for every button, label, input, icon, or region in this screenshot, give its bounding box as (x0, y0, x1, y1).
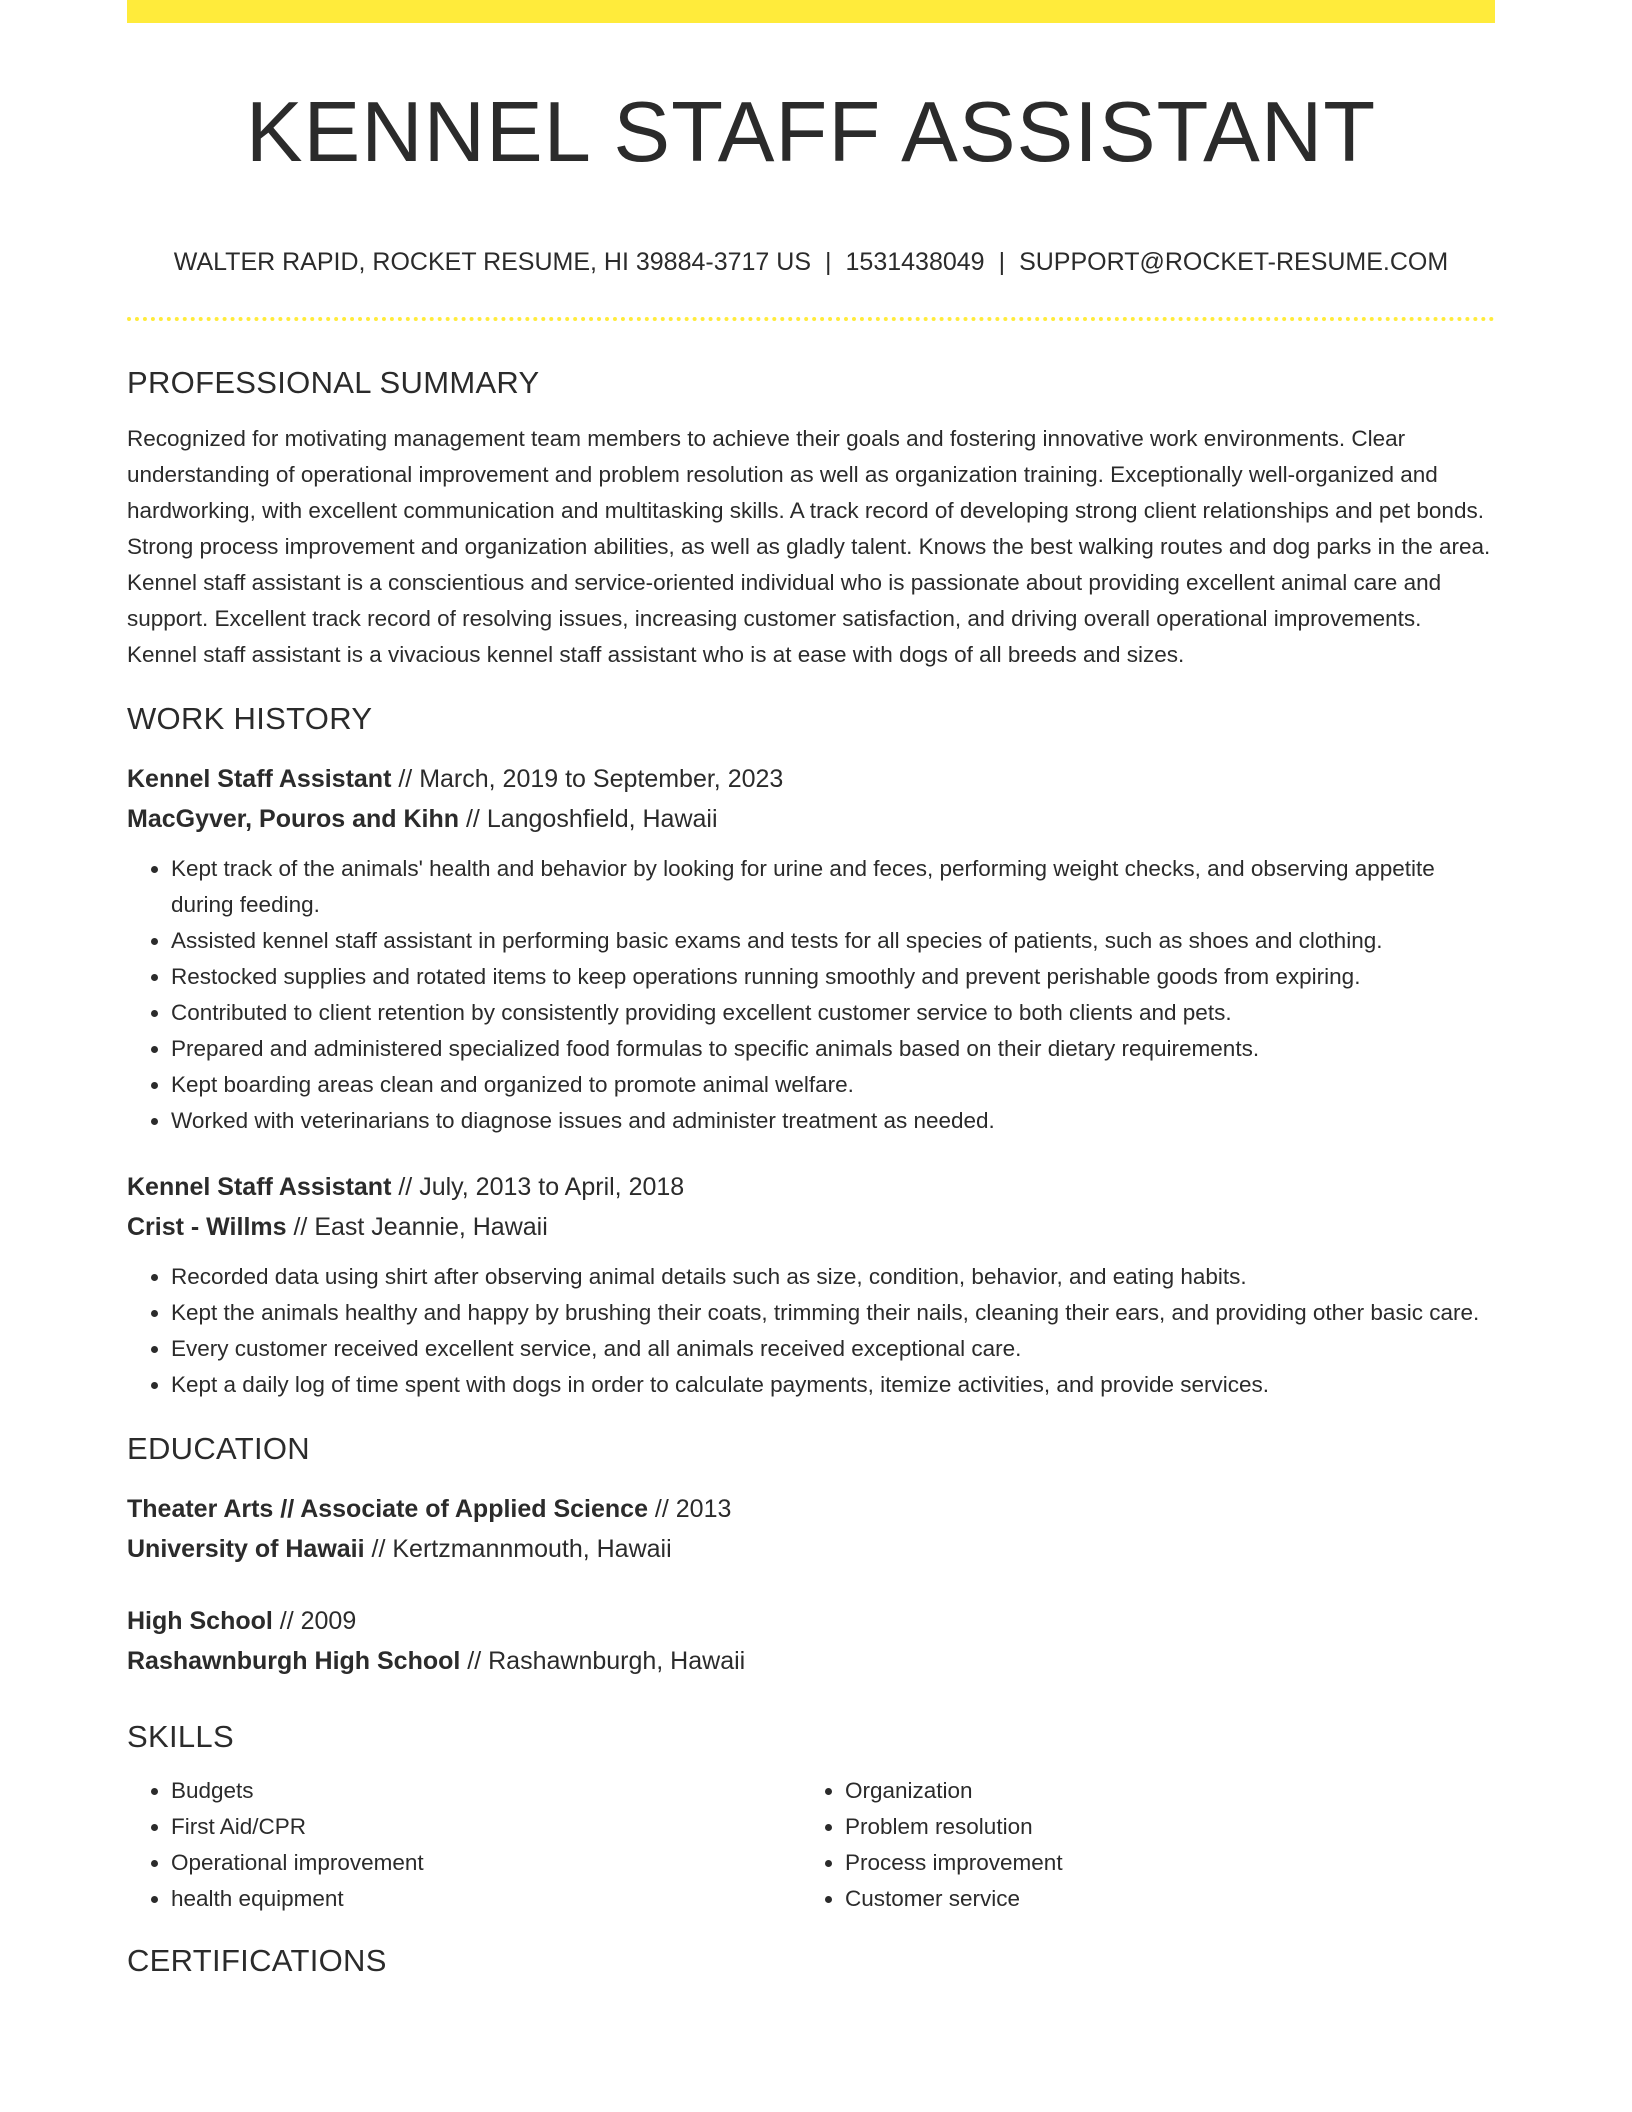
job-location: // Langoshfield, Hawaii (459, 805, 718, 833)
job-bullets (127, 851, 1495, 1139)
skill-item: • Budgets (171, 1773, 801, 1809)
job-dates: // July, 2013 to April, 2018 (391, 1173, 685, 1201)
accent-top-bar (127, 0, 1495, 23)
job-title: Kennel Staff Assistant (127, 1173, 392, 1201)
education-heading: EDUCATION (127, 1431, 310, 1466)
list-item: • Every customer received excellent service, and all animals received exceptional care. (171, 1331, 1495, 1367)
job-dates: // March, 2019 to September, 2023 (391, 765, 784, 793)
list-item: • Restocked supplies and rotated items to keep operations running smoothly and prevent perishable goods from expiring. (171, 959, 1495, 995)
education-entry (127, 1489, 1495, 1569)
skill-item: • Problem resolution (845, 1809, 1475, 1845)
job-company-line (127, 1207, 1495, 1247)
education-school-line (127, 1529, 1495, 1569)
job-entry (127, 1167, 1495, 1403)
list-item: • Worked with veterinarians to diagnose issues and administer treatment as needed. (171, 1103, 1495, 1139)
certifications-heading: CERTIFICATIONS (127, 1943, 387, 1978)
page-title: KENNEL STAFF ASSISTANT (245, 85, 1377, 180)
job-title-line (127, 759, 1495, 799)
contact-separator: | (998, 248, 1006, 276)
education-degree: High School (127, 1607, 273, 1635)
skills-list-left (127, 1773, 801, 1917)
dotted-divider (127, 317, 1495, 321)
summary-text: Recognized for motivating management team members to achieve their goals and fostering innovative work environments. Clear understanding of operational improvement and problem resolution as well as organization training. Exceptionally well-organized and hardworking, with excellent communication and multitasking skills. A track record of developing strong client relationships and pet bonds. Strong process improvement and organization abilities, as well as gladly talent. Knows the best walking routes and dog parks in the area. Kennel staff assistant is a conscientious and service-oriented individual who is passionate about providing excellent animal care and support. Excellent track record of resolving issues, increasing customer satisfaction, and driving overall operational improvements. Kennel staff assistant is a vivacious kennel staff assistant who is at ease with dogs of all breeds and sizes. (127, 426, 1491, 667)
skill-item: • Process improvement (845, 1845, 1475, 1881)
skills-columns (127, 1773, 1495, 1917)
contact-email: SUPPORT@ROCKET-RESUME.COM (1019, 248, 1449, 276)
education-degree-line (127, 1601, 1495, 1641)
skill-item: • Organization (845, 1773, 1475, 1809)
job-bullets (127, 1259, 1495, 1403)
education-year: // 2009 (272, 1607, 357, 1635)
resume-content (127, 23, 1495, 1979)
education-degree-line (127, 1489, 1495, 1529)
job-location: // East Jeannie, Hawaii (286, 1213, 548, 1241)
work-history-heading: WORK HISTORY (127, 701, 373, 736)
education-year: // 2013 (647, 1495, 732, 1523)
education-school-line (127, 1641, 1495, 1681)
list-item: • Contributed to client retention by consistently providing excellent customer service to both clients and pets. (171, 995, 1495, 1031)
skill-item: • Operational improvement (171, 1845, 801, 1881)
list-item: • Kept a daily log of time spent with dogs in order to calculate payments, itemize activities, and provide services. (171, 1367, 1495, 1403)
job-company-line (127, 799, 1495, 839)
contact-address: WALTER RAPID, ROCKET RESUME, HI 39884-3717 US (173, 248, 812, 276)
job-title-line (127, 1167, 1495, 1207)
skill-item: • health equipment (171, 1881, 801, 1917)
skills-heading: SKILLS (127, 1719, 234, 1754)
education-location: // Rashawnburgh, Hawaii (460, 1647, 746, 1675)
list-item: • Kept boarding areas clean and organized to promote animal welfare. (171, 1067, 1495, 1103)
education-school: Rashawnburgh High School (127, 1647, 461, 1675)
contact-line (127, 247, 1495, 277)
education-degree: Theater Arts // Associate of Applied Science (127, 1495, 648, 1523)
education-school: University of Hawaii (127, 1535, 365, 1563)
list-item: • Prepared and administered specialized food formulas to specific animals based on their dietary requirements. (171, 1031, 1495, 1067)
job-company: Crist - Willms (127, 1213, 287, 1241)
contact-separator: | (825, 248, 832, 276)
job-company: MacGyver, Pouros and Kihn (127, 805, 460, 833)
education-location: // Kertzmannmouth, Hawaii (364, 1535, 672, 1563)
skills-list-right (801, 1773, 1475, 1917)
skill-item: • Customer service (845, 1881, 1475, 1917)
list-item: • Recorded data using shirt after observing animal details such as size, condition, behavior, and eating habits. (171, 1259, 1495, 1295)
summary-heading: PROFESSIONAL SUMMARY (127, 365, 540, 400)
list-item: • Kept track of the animals' health and behavior by looking for urine and feces, performing weight checks, and observing appetite during feeding. (171, 851, 1495, 923)
contact-phone: 1531438049 (845, 248, 985, 276)
skill-item: • First Aid/CPR (171, 1809, 801, 1845)
job-title: Kennel Staff Assistant (127, 765, 392, 793)
list-item: • Kept the animals healthy and happy by brushing their coats, trimming their nails, cleaning their ears, and providing other basic care. (171, 1295, 1495, 1331)
list-item: • Assisted kennel staff assistant in performing basic exams and tests for all species of patients, such as shoes and clothing. (171, 923, 1495, 959)
job-entry (127, 759, 1495, 1139)
education-entry (127, 1601, 1495, 1681)
